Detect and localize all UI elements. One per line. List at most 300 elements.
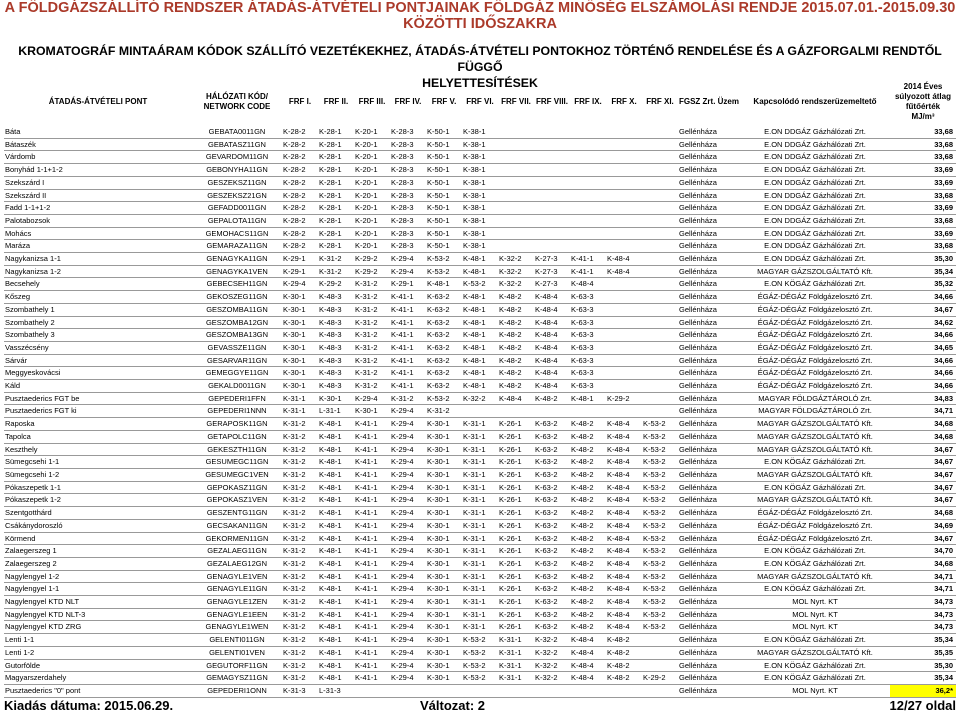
frf-cell-5: K-30-1 (426, 494, 462, 507)
frf-cell-2: K-30-1 (318, 392, 354, 405)
frf-cell-2: K-31-2 (318, 265, 354, 278)
operator-site: Gellénháza (678, 570, 740, 583)
network-code: GESZEKSZ21GN (192, 189, 282, 202)
frf-cell-2: K-48-1 (318, 545, 354, 558)
frf-cell-4: K-29-4 (390, 494, 426, 507)
frf-cell-9: K-63-3 (570, 329, 606, 342)
frf-cell-3: K-41-1 (354, 532, 390, 545)
frf-cell-2: K-48-1 (318, 418, 354, 431)
frf-cell-3: K-20-1 (354, 176, 390, 189)
frf-cell-11: K-53-2 (642, 583, 678, 596)
frf-cell-1: K-29-1 (282, 253, 318, 266)
frf-cell-3: K-31-2 (354, 380, 390, 393)
frf-cell-5: K-53-2 (426, 392, 462, 405)
heating-value: 34,66 (890, 354, 956, 367)
frf-cell-5: K-30-1 (426, 468, 462, 481)
connected-operator: ÉGÁZ-DÉGÁZ Földgázelosztó Zrt. (740, 507, 890, 520)
frf-cell-6: K-31-1 (462, 507, 498, 520)
connected-operator: MAGYAR GÁZSZOLGÁLTATÓ Kft. (740, 570, 890, 583)
heating-value: 34,73 (890, 621, 956, 634)
frf-cell-10 (606, 227, 642, 240)
network-code: GERAPOSK11GN (192, 418, 282, 431)
frf-cell-7: K-31-1 (498, 634, 534, 647)
frf-cell-3: K-41-1 (354, 443, 390, 456)
operator-site: Gellénháza (678, 684, 740, 697)
point-name: Gutorfölde (4, 659, 192, 672)
point-name: Sümegcsehi 1-2 (4, 468, 192, 481)
frf-cell-6: K-48-1 (462, 291, 498, 304)
frf-cell-4: K-29-4 (390, 405, 426, 418)
frf-cell-9: K-48-2 (570, 507, 606, 520)
frf-cell-4: K-29-4 (390, 596, 426, 609)
point-name: Pókaszepetk 1-1 (4, 481, 192, 494)
frf-cell-3: K-41-1 (354, 418, 390, 431)
frf-cell-8: K-63-2 (534, 557, 570, 570)
connected-operator: MAGYAR GÁZSZOLGÁLTATÓ Kft. (740, 265, 890, 278)
frf-cell-4: K-29-4 (390, 545, 426, 558)
frf-cell-7 (498, 126, 534, 138)
frf-cell-2: K-48-1 (318, 672, 354, 685)
frf-cell-3: K-41-1 (354, 583, 390, 596)
heating-value: 34,69 (890, 519, 956, 532)
frf-cell-4: K-28-3 (390, 176, 426, 189)
heating-value: 34,62 (890, 316, 956, 329)
frf-cell-9: K-48-2 (570, 481, 606, 494)
frf-cell-7: K-48-2 (498, 329, 534, 342)
connected-operator: E.ON KÖGÁZ Gázhálózati Zrt. (740, 583, 890, 596)
network-code: GEZALAEG12GN (192, 557, 282, 570)
connected-operator: MAGYAR GÁZSZOLGÁLTATÓ Kft. (740, 646, 890, 659)
frf-cell-2: K-48-1 (318, 583, 354, 596)
connected-operator: E.ON DDGÁZ Gázhálózati Zrt. (740, 189, 890, 202)
frf-cell-8 (534, 405, 570, 418)
frf-cell-3: K-41-1 (354, 646, 390, 659)
frf-cell-4: K-29-4 (390, 634, 426, 647)
frf-cell-11 (642, 227, 678, 240)
frf-cell-10: K-48-2 (606, 646, 642, 659)
frf-cell-3 (354, 684, 390, 697)
frf-cell-8 (534, 684, 570, 697)
operator-site: Gellénháza (678, 659, 740, 672)
frf-cell-4: K-29-4 (390, 253, 426, 266)
operator-site: Gellénháza (678, 596, 740, 609)
operator-site: Gellénháza (678, 405, 740, 418)
frf-cell-6: K-31-1 (462, 596, 498, 609)
frf-cell-10 (606, 164, 642, 177)
network-code: GECSAKAN11GN (192, 519, 282, 532)
frf-cell-5: K-50-1 (426, 138, 462, 151)
frf-cell-5: K-30-1 (426, 634, 462, 647)
table-row (4, 583, 956, 596)
connected-operator: MOL Nyrt. KT (740, 621, 890, 634)
point-name: Meggyeskovácsi (4, 367, 192, 380)
point-name: Nagylengyel 1-1 (4, 583, 192, 596)
table-row (4, 545, 956, 558)
connected-operator: ÉGÁZ-DÉGÁZ Földgázelosztó Zrt. (740, 291, 890, 304)
table-row (4, 456, 956, 469)
frf-cell-11 (642, 354, 678, 367)
network-code: GEBONYHA11GN (192, 164, 282, 177)
frf-cell-2: K-28-1 (318, 189, 354, 202)
frf-cell-7: K-26-1 (498, 519, 534, 532)
frf-cell-4: K-29-4 (390, 583, 426, 596)
frf-cell-7: K-26-1 (498, 481, 534, 494)
frf-cell-11 (642, 138, 678, 151)
frf-cell-4: K-29-4 (390, 570, 426, 583)
operator-site: Gellénháza (678, 468, 740, 481)
frf-cell-9: K-48-2 (570, 596, 606, 609)
frf-cell-5: K-31-2 (426, 405, 462, 418)
frf-cell-1: K-28-2 (282, 214, 318, 227)
network-code: GEKOSZEG11GN (192, 291, 282, 304)
frf-cell-2: K-31-2 (318, 253, 354, 266)
point-name: Keszthely (4, 443, 192, 456)
frf-cell-6: K-31-1 (462, 621, 498, 634)
frf-cell-7: K-26-1 (498, 545, 534, 558)
network-code: GESZOMBA12GN (192, 316, 282, 329)
frf-cell-1: K-30-1 (282, 354, 318, 367)
frf-cell-5: K-30-1 (426, 621, 462, 634)
frf-cell-11 (642, 164, 678, 177)
heating-value: 34,70 (890, 545, 956, 558)
frf-cell-7: K-48-2 (498, 291, 534, 304)
frf-cell-4: K-29-4 (390, 443, 426, 456)
frf-cell-5: K-63-2 (426, 367, 462, 380)
frf-cell-10 (606, 684, 642, 697)
table-row (4, 138, 956, 151)
frf-cell-8: K-63-2 (534, 481, 570, 494)
frf-cell-10: K-48-4 (606, 621, 642, 634)
frf-cell-1: K-31-2 (282, 621, 318, 634)
frf-cell-3: K-31-2 (354, 341, 390, 354)
frf-cell-1: K-31-2 (282, 456, 318, 469)
frf-cell-5: K-30-1 (426, 596, 462, 609)
frf-cell-2: K-28-1 (318, 151, 354, 164)
frf-cell-6 (462, 684, 498, 697)
frf-cell-8 (534, 176, 570, 189)
frf-cell-2: K-48-1 (318, 646, 354, 659)
table-row (4, 684, 956, 697)
frf-cell-5 (426, 684, 462, 697)
frf-cell-6: K-38-1 (462, 138, 498, 151)
frf-cell-4: K-29-4 (390, 646, 426, 659)
frf-cell-1: K-31-2 (282, 557, 318, 570)
frf-cell-3: K-20-1 (354, 214, 390, 227)
frf-cell-8: K-63-2 (534, 430, 570, 443)
table-row (4, 494, 956, 507)
network-code: GENAGYKA1VEN (192, 265, 282, 278)
frf-cell-6: K-53-2 (462, 659, 498, 672)
point-name: Kőszeg (4, 291, 192, 304)
network-code: GEZALAEG11GN (192, 545, 282, 558)
heating-value: 34,68 (890, 430, 956, 443)
network-code: GEBATASZ11GN (192, 138, 282, 151)
frf-cell-2: K-28-1 (318, 240, 354, 253)
operator-site: Gellénháza (678, 519, 740, 532)
frf-cell-11: K-53-2 (642, 507, 678, 520)
frf-cell-1: K-31-2 (282, 443, 318, 456)
frf-cell-6: K-48-1 (462, 354, 498, 367)
frf-cell-10 (606, 278, 642, 291)
frf-cell-6: K-38-1 (462, 164, 498, 177)
frf-cell-7: K-32-2 (498, 253, 534, 266)
frf-cell-1: K-30-1 (282, 303, 318, 316)
document-title (0, 0, 960, 34)
frf-cell-11 (642, 646, 678, 659)
connected-operator: E.ON DDGÁZ Gázhálózati Zrt. (740, 214, 890, 227)
frf-cell-1: K-31-2 (282, 570, 318, 583)
frf-cell-4: K-28-3 (390, 214, 426, 227)
connected-operator: ÉGÁZ-DÉGÁZ Földgázelosztó Zrt. (740, 380, 890, 393)
frf-cell-3: K-29-2 (354, 265, 390, 278)
frf-cell-9: K-48-2 (570, 621, 606, 634)
operator-site: Gellénháza (678, 214, 740, 227)
frf-cell-2: K-48-1 (318, 557, 354, 570)
connected-operator: E.ON DDGÁZ Gázhálózati Zrt. (740, 151, 890, 164)
frf-cell-6: K-38-1 (462, 214, 498, 227)
frf-cell-3: K-41-1 (354, 570, 390, 583)
frf-cell-9 (570, 240, 606, 253)
frf-cell-4: K-28-3 (390, 240, 426, 253)
heating-value: 34,67 (890, 468, 956, 481)
operator-site: Gellénháza (678, 341, 740, 354)
frf-cell-9: K-63-3 (570, 341, 606, 354)
network-code: GEKESZTH11GN (192, 443, 282, 456)
operator-site: Gellénháza (678, 240, 740, 253)
frf-cell-10 (606, 303, 642, 316)
frf-cell-3: K-41-1 (354, 672, 390, 685)
table-row (4, 557, 956, 570)
frf-cell-2: K-28-1 (318, 138, 354, 151)
connected-operator: E.ON DDGÁZ Gázhálózati Zrt. (740, 227, 890, 240)
connected-operator: E.ON DDGÁZ Gázhálózati Zrt. (740, 176, 890, 189)
frf-cell-6: K-31-1 (462, 456, 498, 469)
frf-cell-5: K-63-2 (426, 341, 462, 354)
frf-cell-8: K-48-4 (534, 354, 570, 367)
frf-cell-3: K-31-2 (354, 354, 390, 367)
frf-cell-3: K-41-1 (354, 621, 390, 634)
frf-cell-2: K-48-1 (318, 468, 354, 481)
frf-cell-10: K-48-4 (606, 253, 642, 266)
table-row (4, 481, 956, 494)
heating-value: 33,68 (890, 214, 956, 227)
heating-value: 34,66 (890, 291, 956, 304)
connected-operator: MOL Nyrt. KT (740, 596, 890, 609)
frf-cell-6: K-48-1 (462, 265, 498, 278)
frf-cell-9 (570, 176, 606, 189)
point-name: Tapolca (4, 430, 192, 443)
connected-operator: MAGYAR GÁZSZOLGÁLTATÓ Kft. (740, 443, 890, 456)
frf-cell-3: K-41-1 (354, 634, 390, 647)
header-network-code: HÁLÓZATI KÓD/ NETWORK CODE (203, 92, 271, 111)
network-code: GESUMEGC1VEN (192, 468, 282, 481)
frf-cell-4: K-29-4 (390, 430, 426, 443)
frf-cell-10 (606, 240, 642, 253)
frf-cell-11: K-53-2 (642, 608, 678, 621)
point-name: Pókaszepetk 1-2 (4, 494, 192, 507)
operator-site: Gellénháza (678, 430, 740, 443)
frf-cell-11 (642, 367, 678, 380)
frf-cell-2: K-48-1 (318, 494, 354, 507)
frf-cell-7: K-26-1 (498, 468, 534, 481)
title-line-2: KÖZÖTTI IDŐSZAKRA (403, 16, 557, 32)
heating-value: 34,65 (890, 341, 956, 354)
header-connected-operator: Kapcsolódó rendszerüzemeltető (753, 97, 877, 106)
frf-cell-4: K-41-1 (390, 329, 426, 342)
frf-cell-3: K-31-2 (354, 278, 390, 291)
frf-cell-4: K-29-4 (390, 608, 426, 621)
frf-cell-9 (570, 684, 606, 697)
frf-cell-11: K-53-2 (642, 468, 678, 481)
table-row (4, 303, 956, 316)
heating-value: 33,69 (890, 227, 956, 240)
network-code: GEVASSZE11GN (192, 341, 282, 354)
connected-operator: MOL Nyrt. KT (740, 684, 890, 697)
network-code: GETAPOLC11GN (192, 430, 282, 443)
frf-cell-8 (534, 126, 570, 138)
operator-site: Gellénháza (678, 367, 740, 380)
frf-cell-1: K-31-2 (282, 596, 318, 609)
frf-cell-8: K-63-2 (534, 507, 570, 520)
network-code: GENAGYLE1EEN (192, 608, 282, 621)
frf-cell-6: K-31-1 (462, 532, 498, 545)
frf-cell-9: K-48-4 (570, 278, 606, 291)
network-code: GEKORMEN11GN (192, 532, 282, 545)
heating-value: 34,67 (890, 443, 956, 456)
frf-cell-2: K-28-1 (318, 214, 354, 227)
frf-cell-9: K-63-3 (570, 291, 606, 304)
operator-site: Gellénháza (678, 316, 740, 329)
frf-cell-2: K-48-1 (318, 532, 354, 545)
operator-site: Gellénháza (678, 418, 740, 431)
frf-cell-7 (498, 214, 534, 227)
heating-value: 35,32 (890, 278, 956, 291)
frf-cell-7: K-48-2 (498, 316, 534, 329)
heating-value: 34,71 (890, 405, 956, 418)
point-name: Sárvár (4, 354, 192, 367)
frf-cell-4: K-28-3 (390, 227, 426, 240)
operator-site: Gellénháza (678, 278, 740, 291)
frf-cell-2: K-48-1 (318, 634, 354, 647)
frf-cell-5: K-50-1 (426, 240, 462, 253)
heating-value: 33,68 (890, 151, 956, 164)
frf-cell-5: K-30-1 (426, 545, 462, 558)
frf-cell-10: K-48-4 (606, 456, 642, 469)
frf-cell-1: K-29-1 (282, 265, 318, 278)
frf-cell-3: K-41-1 (354, 468, 390, 481)
frf-cell-11: K-53-2 (642, 596, 678, 609)
frf-cell-9: K-48-4 (570, 672, 606, 685)
frf-cell-1: K-28-2 (282, 176, 318, 189)
frf-cell-9: K-48-2 (570, 583, 606, 596)
frf-cell-3: K-31-2 (354, 329, 390, 342)
frf-cell-6: K-53-2 (462, 634, 498, 647)
frf-cell-11 (642, 278, 678, 291)
operator-site: Gellénháza (678, 380, 740, 393)
table-row (4, 253, 956, 266)
frf-cell-1: K-31-2 (282, 494, 318, 507)
frf-cell-7: K-48-4 (498, 392, 534, 405)
frf-cell-4: K-41-1 (390, 380, 426, 393)
connected-operator: MAGYAR GÁZSZOLGÁLTATÓ Kft. (740, 430, 890, 443)
frf-cell-10: K-48-4 (606, 596, 642, 609)
connected-operator: E.ON DDGÁZ Gázhálózati Zrt. (740, 138, 890, 151)
table-row (4, 621, 956, 634)
table-row (4, 329, 956, 342)
frf-cell-7: K-26-1 (498, 418, 534, 431)
connected-operator: MAGYAR GÁZSZOLGÁLTATÓ Kft. (740, 468, 890, 481)
network-code: GENAGYLE1ZEN (192, 596, 282, 609)
connected-operator: ÉGÁZ-DÉGÁZ Földgázelosztó Zrt. (740, 303, 890, 316)
frf-cell-3: K-41-1 (354, 430, 390, 443)
point-name: Szombathely 2 (4, 316, 192, 329)
frf-cell-8: K-48-2 (534, 392, 570, 405)
frf-cell-9: K-48-2 (570, 430, 606, 443)
frf-cell-2: K-28-1 (318, 164, 354, 177)
frf-cell-8: K-63-2 (534, 583, 570, 596)
frf-cell-11 (642, 253, 678, 266)
network-code: GEMEGGYE11GN (192, 367, 282, 380)
frf-cell-1: K-28-2 (282, 151, 318, 164)
frf-cell-5: K-50-1 (426, 227, 462, 240)
frf-cell-5: K-63-2 (426, 354, 462, 367)
network-code: GENAGYLE11GN (192, 583, 282, 596)
frf-cell-8 (534, 138, 570, 151)
frf-cell-7: K-26-1 (498, 443, 534, 456)
frf-cell-10 (606, 405, 642, 418)
point-name: Nagylengyel 1-2 (4, 570, 192, 583)
frf-cell-8: K-48-4 (534, 380, 570, 393)
table-row (4, 291, 956, 304)
frf-cell-1: K-28-2 (282, 138, 318, 151)
frf-cell-5: K-30-1 (426, 583, 462, 596)
frf-cell-1: K-30-1 (282, 329, 318, 342)
connected-operator: ÉGÁZ-DÉGÁZ Földgázelosztó Zrt. (740, 532, 890, 545)
table-row (4, 570, 956, 583)
frf-cell-11: K-53-2 (642, 443, 678, 456)
frf-cell-10 (606, 214, 642, 227)
frf-cell-7 (498, 164, 534, 177)
frf-cell-5: K-30-1 (426, 570, 462, 583)
network-code: GELENTI011GN (192, 634, 282, 647)
frf-cell-1: K-31-2 (282, 545, 318, 558)
frf-cell-5: K-63-2 (426, 380, 462, 393)
operator-site: Gellénháza (678, 189, 740, 202)
operator-site: Gellénháza (678, 557, 740, 570)
connected-operator: E.ON KÖGÁZ Gázhálózati Zrt. (740, 659, 890, 672)
frf-cell-7 (498, 151, 534, 164)
network-code: GESUMEGC11GN (192, 456, 282, 469)
frf-cell-4: K-29-4 (390, 468, 426, 481)
frf-cell-8: K-32-2 (534, 659, 570, 672)
frf-cell-8: K-63-2 (534, 519, 570, 532)
frf-cell-4 (390, 684, 426, 697)
point-name: Mohács (4, 227, 192, 240)
frf-cell-10: K-48-2 (606, 659, 642, 672)
operator-site: Gellénháza (678, 672, 740, 685)
table-row (4, 507, 956, 520)
connected-operator: MAGYAR FÖLDGÁZTÁROLÓ Zrt. (740, 405, 890, 418)
operator-site: Gellénháza (678, 253, 740, 266)
table-row (4, 646, 956, 659)
table-row (4, 405, 956, 418)
frf-cell-6: K-38-1 (462, 189, 498, 202)
operator-site: Gellénháza (678, 176, 740, 189)
frf-cell-9: K-48-2 (570, 443, 606, 456)
table-row (4, 659, 956, 672)
heating-value: 35,35 (890, 646, 956, 659)
connected-operator: ÉGÁZ-DÉGÁZ Földgázelosztó Zrt. (740, 341, 890, 354)
